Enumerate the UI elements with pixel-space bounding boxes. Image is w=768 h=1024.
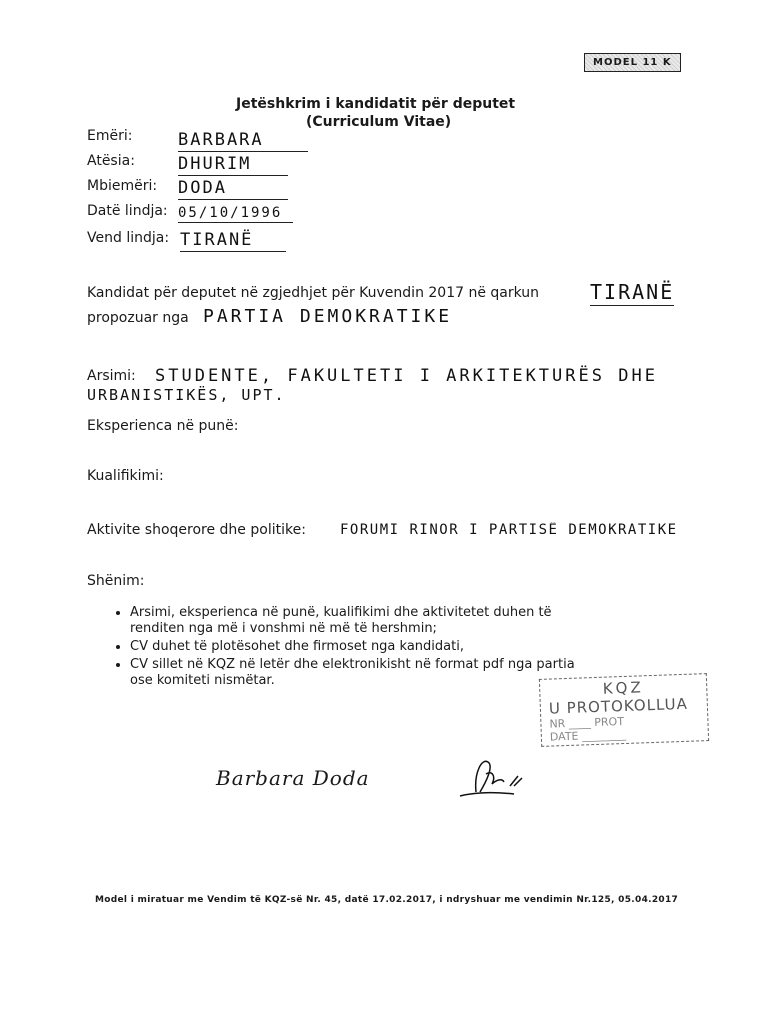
stamp-line3: NR ____ PROT	[549, 715, 625, 731]
signature-mark-icon	[456, 752, 536, 802]
party-value: PARTIA DEMOKRATIKE	[203, 306, 453, 327]
pob-label: Vend lindja:	[87, 230, 170, 246]
kqz-stamp	[539, 673, 709, 747]
note-item: • CV duhet të plotësohet dhe firmoset nga kandidati,	[130, 639, 670, 655]
notes-label: Shënim:	[87, 573, 145, 589]
note-item: • Arsimi, eksperienca në punë, kualifikimi dhe aktivitetet duhen të renditen nga më i vonshmi në më të hershmin;	[130, 605, 570, 637]
proposed-by-label: propozuar nga	[87, 310, 189, 326]
footer-note: Model i miratuar me Vendim të KQZ-së Nr. 45, datë 17.02.2017, i ndryshuar me vendimin Nr.125, 05.04.2017	[95, 895, 679, 905]
activities-value: FORUMI RINOR I PARTISË DEMOKRATIKE	[340, 522, 678, 538]
surname-value: DODA	[178, 178, 288, 200]
stamp-line1: KQZ	[602, 678, 644, 698]
dob-value: 05/10/1996	[178, 205, 293, 223]
education-value-line1: STUDENTE, FAKULTETI I ARKITEKTURËS DHE	[155, 366, 658, 386]
form-subtitle: (Curriculum Vitae)	[306, 114, 452, 130]
education-label: Arsimi:	[87, 368, 136, 384]
model-label: MODEL 11 K	[584, 53, 681, 72]
qualification-label: Kualifikimi:	[87, 468, 164, 484]
form-title: Jetëshkrim i kandidatit për deputet	[236, 96, 516, 112]
name-value: BARBARA	[178, 130, 308, 152]
dob-label: Datë lindja:	[87, 203, 168, 219]
activities-label: Aktivite shoqerore dhe politike:	[87, 522, 306, 538]
experience-label: Eksperienca në punë:	[87, 418, 239, 434]
name-label: Emëri:	[87, 128, 133, 144]
stamp-line2: U PROTOKOLLUA	[548, 694, 689, 718]
pob-value: TIRANË	[180, 230, 286, 252]
education-value-line2: URBANISTIKËS, UPT.	[87, 386, 286, 404]
signature-text: Barbara Doda	[216, 766, 370, 790]
note-item: • CV sillet në KQZ në letër dhe elektronikisht në format pdf nga partia ose komiteti nismëtar.	[130, 657, 600, 689]
candidacy-text: Kandidat për deputet në zgjedhjet për Kuvendin 2017 në qarkun	[87, 285, 540, 301]
stamp-line4: DATE ________	[549, 727, 627, 744]
signature	[216, 766, 370, 790]
father-value: DHURIM	[178, 154, 288, 176]
surname-label: Mbiemëri:	[87, 178, 158, 194]
father-label: Atësia:	[87, 153, 135, 169]
district-value: TIRANË	[590, 280, 675, 304]
